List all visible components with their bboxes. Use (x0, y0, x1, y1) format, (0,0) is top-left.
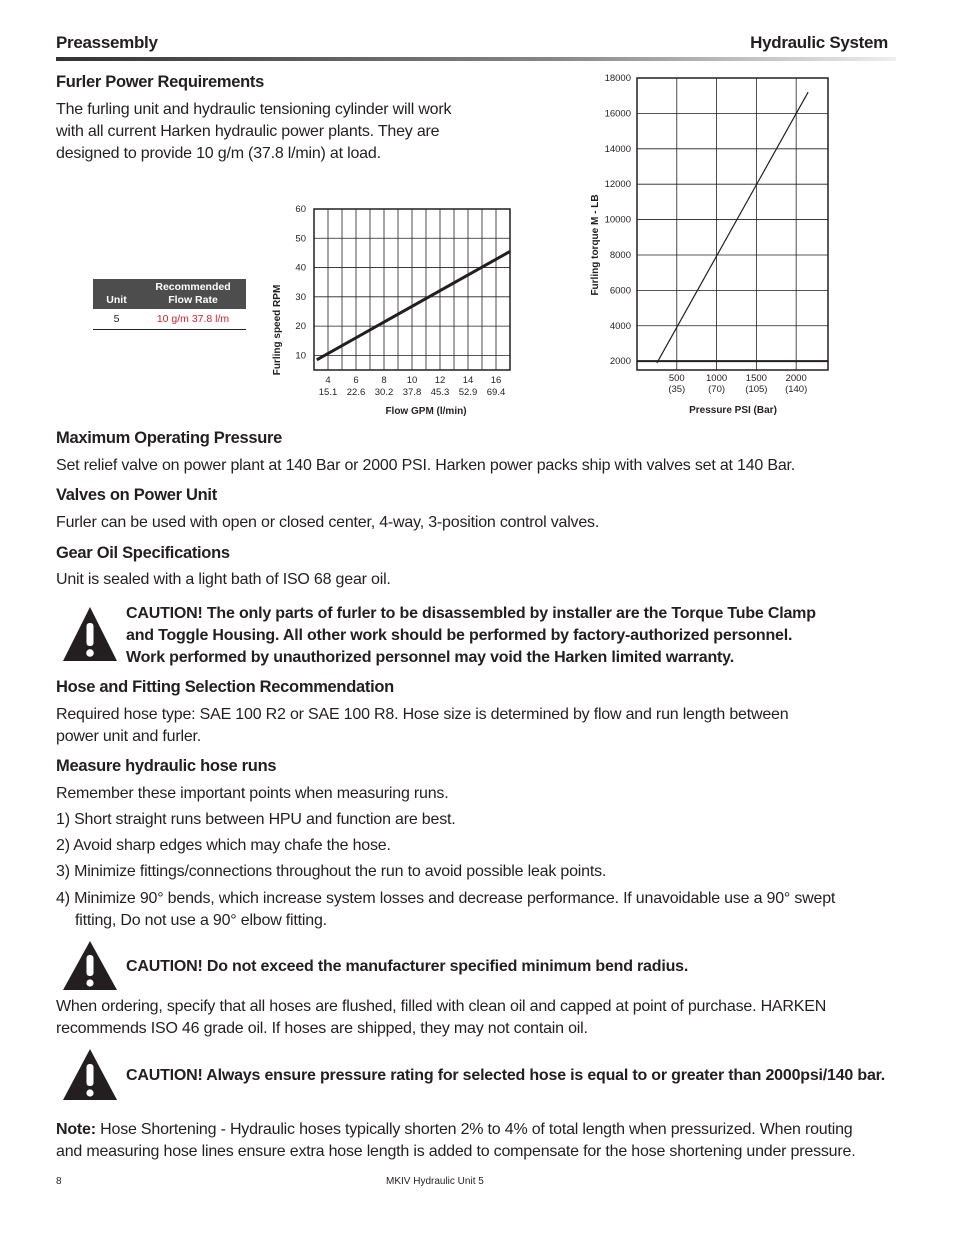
y-tick-label: 10 (295, 350, 306, 362)
x-tick-sublabel: (70) (708, 384, 726, 395)
y-tick-label: 60 (295, 204, 306, 215)
paragraph-line: power unit and furler. (56, 728, 202, 745)
x-tick-sublabel: 69.4 (486, 387, 506, 398)
flow-rate-table (93, 279, 246, 330)
y-tick-label: 6000 (609, 285, 631, 297)
measure-intro: Remember these important points when measuring runs. (56, 785, 449, 802)
max-pressure-heading: Maximum Operating Pressure (56, 429, 283, 447)
x-tick-label: 12 (434, 375, 446, 386)
furling-speed-chart (260, 195, 535, 420)
table-header-flow-rate: Recommended Flow Rate (140, 279, 246, 309)
caution-disassembly (126, 603, 816, 669)
max-pressure-text: Set relief valve on power plant at 140 Bar or 2000 PSI. Harken power packs ship with valves set at 140 Bar. (56, 457, 796, 474)
x-tick-sublabel: 22.6 (346, 387, 366, 398)
y-tick-label: 12000 (604, 179, 631, 191)
table-cell-unit: 5 (93, 309, 140, 330)
gear-oil-text: Unit is sealed with a light bath of ISO 68 gear oil. (56, 571, 391, 588)
x-tick-label: 8 (381, 375, 387, 386)
valves-text: Furler can be used with open or closed center, 4-way, 3-position control valves. (56, 514, 600, 531)
x-axis-label: Flow GPM (l/min) (385, 406, 467, 417)
y-tick-label: 20 (295, 321, 306, 333)
table-row (93, 309, 246, 330)
note-label: Note: (56, 1121, 96, 1138)
furling-torque-chart (585, 70, 845, 420)
footer-doc-title: MKIV Hydraulic Unit 5 (386, 1176, 484, 1187)
y-axis-label: Furling torque M - LB (590, 194, 601, 296)
list-item: 4) Minimize 90° bends, which increase system losses and decrease performance. If unavoidable use a 90° swept (56, 890, 836, 907)
y-tick-label: 8000 (609, 249, 631, 261)
paragraph-line: designed to provide 10 g/m (37.8 l/min) at load. (56, 145, 381, 162)
hose-fitting-heading: Hose and Fitting Selection Recommendation (56, 678, 394, 696)
x-tick-sublabel: 15.1 (318, 387, 338, 398)
x-tick-label: 1500 (745, 373, 767, 384)
x-tick-sublabel: 52.9 (458, 387, 478, 398)
valves-heading: Valves on Power Unit (56, 486, 217, 504)
paragraph-line: When ordering, specify that all hoses are flushed, filled with clean oil and capped at point of purchase. HARKEN (56, 998, 827, 1015)
paragraph-line: with all current Harken hydraulic power plants. They are (56, 123, 440, 140)
warning-icon (61, 940, 119, 992)
x-tick-sublabel: 30.2 (374, 387, 394, 398)
gear-oil-heading: Gear Oil Specifications (56, 544, 230, 562)
paragraph-line: Required hose type: SAE 100 R2 or SAE 100 R8. Hose size is determined by flow and run length between (56, 706, 789, 723)
list-item: 2) Avoid sharp edges which may chafe the hose. (56, 837, 391, 854)
plot-frame (637, 78, 828, 370)
paragraph-line: The furling unit and hydraulic tensioning cylinder will work (56, 101, 452, 118)
y-tick-label: 50 (295, 233, 306, 245)
table-cell-flow-rate: 10 g/m 37.8 l/m (140, 309, 246, 330)
y-tick-label: 30 (295, 291, 306, 303)
x-tick-sublabel: 37.8 (402, 387, 422, 398)
y-tick-label: 40 (295, 262, 306, 274)
warning-icon (61, 1048, 119, 1102)
x-tick-sublabel: 45.3 (430, 387, 450, 398)
paragraph-line: recommends ISO 46 grade oil. If hoses are shipped, they may not contain oil. (56, 1020, 588, 1037)
x-tick-label: 10 (406, 375, 418, 386)
x-axis-label: Pressure PSI (Bar) (689, 405, 777, 416)
section-header-right: Hydraulic System (750, 33, 888, 52)
x-tick-label: 1000 (706, 373, 728, 384)
x-tick-label: 14 (462, 375, 474, 386)
x-tick-sublabel: (105) (745, 384, 768, 395)
x-tick-sublabel: (140) (785, 384, 808, 395)
hose-fitting-text (56, 704, 788, 748)
x-tick-sublabel: (35) (668, 384, 686, 395)
section-header-left: Preassembly (56, 33, 158, 52)
y-tick-label: 4000 (609, 320, 631, 332)
y-tick-label: 10000 (604, 214, 631, 226)
note-text (56, 1119, 855, 1163)
furler-power-text (56, 99, 451, 165)
ordering-text (56, 996, 826, 1040)
y-tick-label: 16000 (604, 108, 631, 120)
table-header-unit: Unit (93, 279, 140, 309)
furler-power-heading: Furler Power Requirements (56, 73, 264, 91)
measure-heading: Measure hydraulic hose runs (56, 757, 277, 775)
y-tick-label: 2000 (609, 356, 631, 368)
x-tick-label: 2000 (785, 373, 807, 384)
x-tick-label: 4 (325, 375, 331, 386)
list-item-continuation: fitting, Do not use a 90° elbow fitting. (75, 912, 327, 929)
y-tick-label: 18000 (604, 73, 631, 84)
x-tick-label: 16 (490, 375, 502, 386)
x-tick-label: 500 (668, 373, 685, 384)
y-tick-label: 14000 (604, 143, 631, 155)
caution-line: and Toggle Housing. All other work should be performed by factory-authorized personnel. (126, 627, 793, 644)
caution-line: Work performed by unauthorized personnel may void the Harken limited warranty. (126, 649, 734, 666)
note-line: Hose Shortening - Hydraulic hoses typically shorten 2% to 4% of total length when pressurized. When routing (95, 1121, 853, 1138)
list-item: 3) Minimize fittings/connections throughout the run to avoid possible leak points. (56, 863, 607, 880)
y-axis-label: Furling speed RPM (272, 284, 283, 376)
list-item: 1) Short straight runs between HPU and function are best. (56, 811, 456, 828)
x-tick-label: 6 (353, 375, 359, 386)
warning-icon (61, 605, 119, 663)
caution-pressure-rating: CAUTION! Always ensure pressure rating for selected hose is equal to or greater than 2000psi/140 bar. (126, 1067, 886, 1084)
caution-bend-radius: CAUTION! Do not exceed the manufacturer specified minimum bend radius. (126, 958, 689, 975)
header-rule (56, 57, 896, 61)
caution-line: CAUTION! The only parts of furler to be disassembled by installer are the Torque Tube Clamp (126, 605, 816, 622)
page-number: 8 (56, 1176, 62, 1187)
note-line: and measuring hose lines ensure extra hose length is added to compensate for the hose shortening under pressure. (56, 1143, 856, 1160)
